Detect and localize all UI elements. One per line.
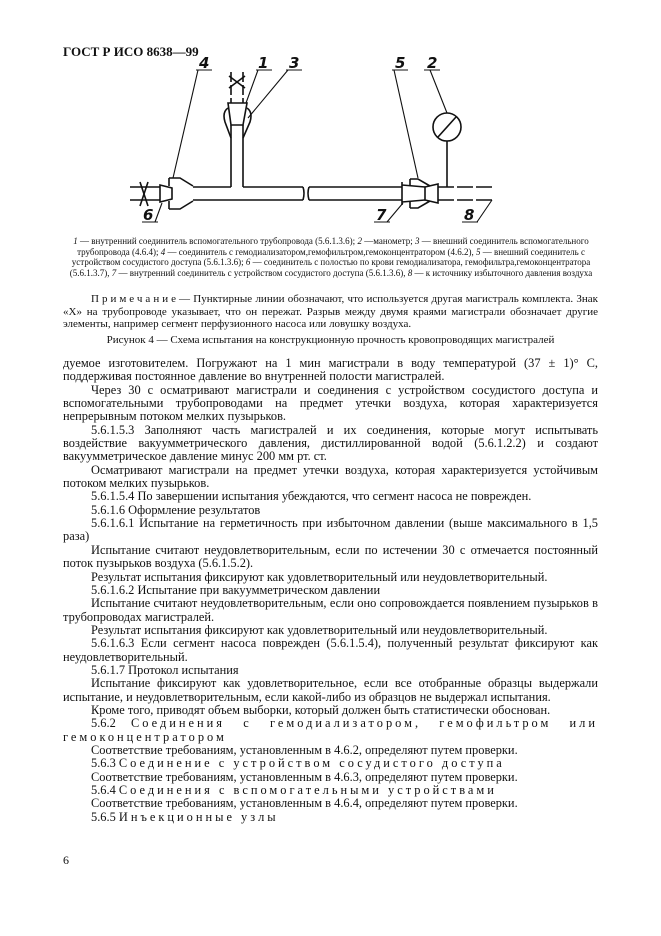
legend-number: 7: [111, 267, 117, 278]
clamp-x-left-icon: [140, 182, 148, 206]
section-title: Инъекционные узлы: [118, 809, 279, 824]
connector-4-6: [160, 178, 193, 209]
legend-text: — внутренний соединитель вспомогательного трубопровода (5.6.1.3.6);: [77, 236, 358, 246]
section-number: 5.6.5: [91, 809, 116, 824]
legend-text: — к источнику избыточного давления воздуха: [412, 267, 593, 278]
document-header: ГОСТ Р ИСО 8638—99: [63, 44, 199, 59]
body-text: [63, 357, 598, 824]
legend-number: 5: [475, 246, 481, 257]
paragraph: Кроме того, приводят объем выборки, который должен быть статистически обоснован.: [91, 702, 551, 717]
legend-text: — внешний соединитель вспомогательного трубопровода (4.6.4);: [77, 236, 589, 257]
legend-text: — внешний соединитель с устройством сосудистого доступа (5.6.1.3.6);: [71, 246, 585, 267]
label-6: 6: [143, 206, 154, 224]
label-5: 5: [395, 54, 406, 72]
paragraph: Результат испытания фиксируют как удовлетворительный или неудовлетворительный.: [91, 622, 548, 637]
section-heading: [63, 717, 598, 744]
section-number: 5.6.2: [91, 716, 116, 731]
label-4: 4: [199, 54, 210, 72]
pipe-left: [130, 187, 304, 200]
paragraph: 5.6.1.7 Протокол испытания: [91, 662, 239, 677]
note-text: — Пунктирные линии обозначают, что используется другая магистраль комплекта. Знак «X» на трубопроводе указывает, что он пережат. Разрыв между двумя краями магистрали обозначает другие элементы, например сегмент перфузионного насоса или ловушку воздуха.: [63, 293, 598, 330]
paragraph: Соответствие требованиям, установленным в 4.6.4, определяют путем проверки.: [91, 796, 518, 811]
paragraph: Через 30 с осматривают магистрали и соединения с устройством сосудистого доступа и вспомогательными трубопроводами на предмет утечки воздуха, которая характеризуется непрерывным потоком мелких пузырьков.: [63, 382, 598, 424]
legend-number: 2: [357, 236, 362, 246]
test-scheme-diagram: [0, 0, 661, 236]
legend-text: — соединитель с гемодиализатором,гемофильтром,гемоконцентратором (4.6.2),: [165, 246, 476, 257]
section-heading: [63, 757, 598, 770]
figure-note: [63, 293, 598, 331]
figure-caption: Рисунок 4 — Схема испытания на конструкционную прочность кровопроводящих магистралей: [106, 334, 555, 346]
paragraph: дуемое изготовителем. Погружают на 1 мин магистрали в воду температурой (37 ± 1)° С, поддерживая постоянное давление во внутренней полости магистралей.: [63, 356, 598, 384]
paragraph: Осматривают магистрали на предмет утечки воздуха, которая характеризуется устойчивым потоком мелких пузырьков.: [63, 462, 598, 491]
paragraph: Испытание считают неудовлетворительным, если оно сопровождается появлением пузырьков в трубопроводах магистралей.: [63, 596, 598, 624]
label-3: 3: [289, 54, 300, 72]
paragraph: 5.6.1.5.3 Заполняют часть магистралей и их соединения, которые могут испытывать воздействие вакуумметрического давления, дистиллированной водой (5.6.1.2.2) и создают вакуумметрическое давление минус 200 мм рт. ст.: [63, 422, 598, 464]
figure-legend: [64, 236, 598, 278]
section-number: 5.6.4: [91, 783, 116, 797]
connector-5-7: [402, 179, 438, 208]
paragraph: 5.6.1.5.4 По завершении испытания убеждаются, что сегмент насоса не поврежден.: [91, 489, 532, 504]
section-title: Соединение с устройством сосудистого доступа: [118, 756, 505, 771]
paragraph: Испытание фиксируют как удовлетворительное, если все отобранные образцы выдержали испытание, и неудовлетворительным, если какой-либо из образцов не выдержал испытания.: [63, 676, 598, 704]
paragraph: Соответствие требованиям, установленным в 4.6.2, определяют путем проверки.: [91, 742, 518, 757]
paragraph: 5.6.1.6.1 Испытание на герметичность при избыточном давлении (выше максимального в 1,5 раза): [63, 516, 598, 544]
label-2: 2: [427, 54, 438, 72]
legend-number: 6: [245, 257, 251, 267]
page-number: 6: [63, 853, 69, 867]
legend-text: — внутренний соединитель с устройством сосудистого доступа (5.6.1.3.6),: [116, 267, 408, 278]
paragraph: Результат испытания фиксируют как удовлетворительный или неудовлетворительный.: [91, 569, 548, 584]
paragraph: 5.6.1.6.3 Если сегмент насоса поврежден (5.6.1.5.4), полученный результат фиксируют как неудовлетворительный.: [63, 636, 598, 664]
paragraph: Соответствие требованиям, установленным в 4.6.3, определяют путем проверки.: [91, 769, 518, 784]
label-7: 7: [376, 206, 387, 224]
pressure-gauge-icon: [433, 113, 461, 187]
paragraph: 5.6.1.6 Оформление результатов: [91, 502, 261, 517]
label-1: 1: [258, 54, 269, 72]
section-title: Соединения с гемодиализатором, гемофильтром или гемоконцентратором: [63, 716, 598, 744]
section-title: Соединения с вспомогательными устройствами: [118, 783, 497, 797]
legend-number: 4: [160, 246, 166, 257]
paragraph: Испытание считают неудовлетворительным, если по истечении 30 с отмечается постоянный поток пузырьков воздуха (5.6.1.5.2).: [63, 542, 598, 571]
note-label: Примечание: [91, 293, 179, 305]
section-heading: [63, 811, 598, 824]
legend-text: — соединитель с полостью по крови гемодиализатора, гемофильтра,гемоконцентратора (5.6.1.3.7),: [69, 257, 591, 278]
section-number: 5.6.3: [91, 756, 116, 771]
legend-number: 3: [414, 236, 420, 246]
legend-text: —манометр;: [361, 236, 415, 246]
section-heading: [63, 784, 598, 797]
label-8: 8: [464, 206, 475, 224]
legend-number: 8: [407, 267, 413, 278]
paragraph: 5.6.1.6.2 Испытание при вакуумметрическом давлении: [91, 582, 381, 597]
legend-number: 1: [73, 236, 78, 246]
pipe-branch: [224, 72, 251, 187]
